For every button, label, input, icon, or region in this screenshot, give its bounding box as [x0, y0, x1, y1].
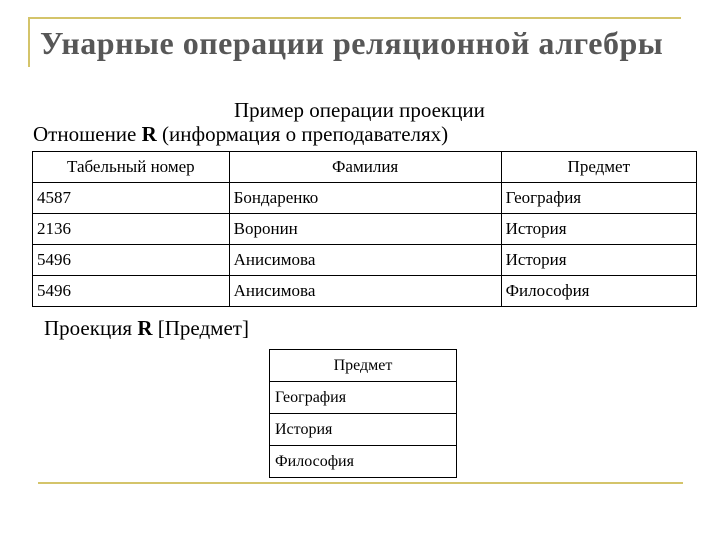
header-surname: Фамилия [229, 152, 501, 183]
cell-subject: География [501, 183, 696, 214]
projection-label [44, 316, 249, 341]
cell-subject: История [501, 214, 696, 245]
header-subject: Предмет [501, 152, 696, 183]
top-decorative-line [28, 17, 681, 19]
projection-header-subject: Предмет [270, 350, 457, 382]
table-row [33, 276, 697, 307]
left-decorative-line [28, 17, 30, 67]
projection-cell-subject: Философия [270, 446, 457, 478]
table-row [270, 382, 457, 414]
slide-subtitle: Пример операции проекции [234, 98, 485, 122]
cell-employee-id: 2136 [33, 214, 230, 245]
table-row [270, 414, 457, 446]
relation-label-text: Отношение R (информация о преподавателях) [33, 122, 449, 146]
cell-surname: Анисимова [229, 245, 501, 276]
projection-cell-subject: География [270, 382, 457, 414]
cell-employee-id: 5496 [33, 245, 230, 276]
cell-surname: Анисимова [229, 276, 501, 307]
cell-employee-id: 5496 [33, 276, 230, 307]
table-row [33, 183, 697, 214]
projection-cell-subject: История [270, 414, 457, 446]
cell-employee-id: 4587 [33, 183, 230, 214]
table-row [33, 245, 697, 276]
cell-surname: Бондаренко [229, 183, 501, 214]
header-employee-id: Табельный номер [33, 152, 230, 183]
relation-table [32, 151, 697, 307]
slide-title: Унарные операции реляционной алгебры [40, 25, 664, 61]
relation-symbol: R [137, 316, 153, 340]
table-row [270, 446, 457, 478]
relation-label [33, 122, 448, 147]
projection-label-text: Проекция R [Предмет] [44, 316, 249, 340]
table-row [33, 214, 697, 245]
relation-symbol: R [141, 122, 157, 146]
table-header-row [33, 152, 697, 183]
projection-table [269, 349, 457, 478]
cell-subject: Философия [501, 276, 696, 307]
cell-surname: Воронин [229, 214, 501, 245]
projection-header-row [270, 350, 457, 382]
cell-subject: История [501, 245, 696, 276]
bottom-decorative-line [38, 482, 683, 484]
